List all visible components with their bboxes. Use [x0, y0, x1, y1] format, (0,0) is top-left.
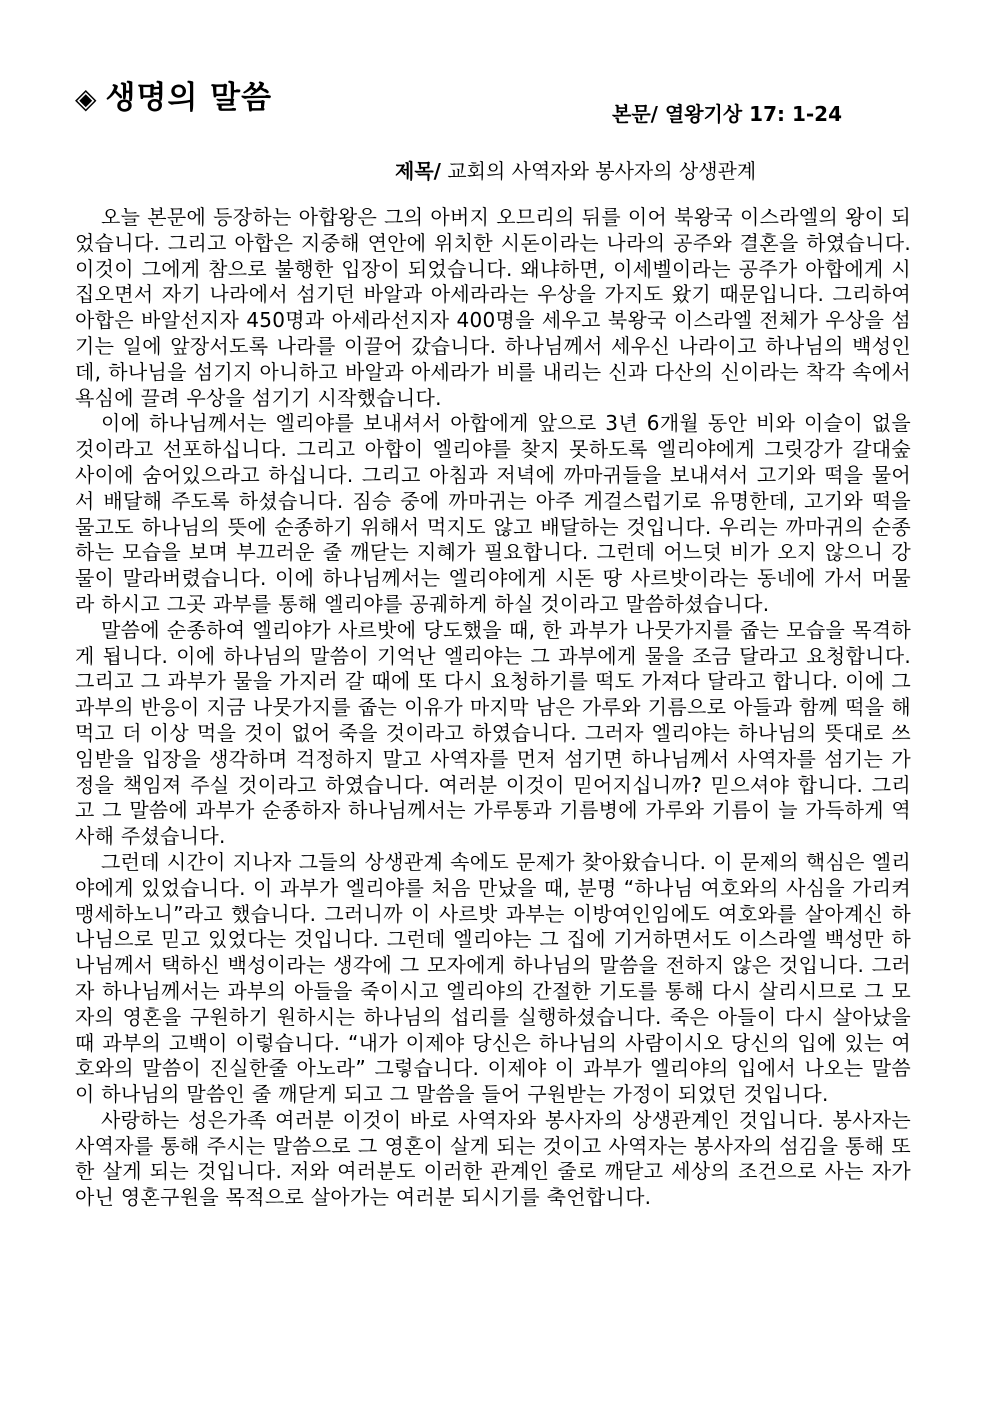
scripture-label: 본문/: [612, 102, 658, 126]
sermon-title-text: 교회의 사역자와 봉사자의 상생관계: [447, 159, 757, 183]
diamond-bullet-icon: ◈: [75, 82, 98, 115]
sermon-body: [75, 205, 911, 1211]
paragraph-1: 오늘 본문에 등장하는 아합왕은 그의 아버지 오므리의 뒤를 이어 북왕국 이스라엘의 왕이 되었습니다. 그리고 아합은 지중해 연안에 위치한 시돈이라는 나라의 공주와 결혼을 하였습니다. 이것이 그에게 참으로 불행한 입장이 되었습니다. 왜냐하면, 이세벨이라는 공주가 아합에게 시집오면서 자기 나라에서 섬기던 바알과 아세라라는 우상을 가지도 왔기 때문입니다. 그리하여 아합은 바알선지자 450명과 아세라선지자 400명을 세우고 북왕국 이스라엘 전체가 우상을 섬기는 일에 앞장서도록 나라를 이끌어 갔습니다. 하나님께서 세우신 나라이고 하나님의 백성인데, 하나님을 섬기지 아니하고 바알과 아세라가 비를 내리는 신과 다산의 신이라는 착각 속에서 욕심에 끌려 우상을 섬기기 시작했습니다.: [75, 205, 911, 410]
paragraph-4: 그런데 시간이 지나자 그들의 상생관계 속에도 문제가 찾아왔습니다. 이 문제의 핵심은 엘리야에게 있었습니다. 이 과부가 엘리야를 처음 만났을 때, 분명 “하나님 여호와의 사심을 가리켜 맹세하노니”라고 했습니다. 그러니까 이 사르밧 과부는 이방여인임에도 여호와를 살아계신 하나님으로 믿고 있었다는 것입니다. 그런데 엘리야는 그 집에 기거하면서도 이스라엘 백성만 하나님께서 택하신 백성이라는 생각에 그 모자에게 하나님의 말씀을 전하지 않은 것입니다. 그러자 하나님께서는 과부의 아들을 죽이시고 엘리야의 간절한 기도를 통해 다시 살리시므로 그 모자의 영혼을 구원하기 원하시는 하나님의 섭리를 실행하셨습니다. 죽은 아들이 다시 살아났을 때 과부의 고백이 이렇습니다. “내가 이제야 당신은 하나님의 사람이시오 당신의 입에 있는 여호와의 말씀이 진실한줄 아노라” 그렇습니다. 이제야 이 과부가 엘리야의 입에서 나오는 말씀이 하나님의 말씀인 줄 깨닫게 되고 그 말씀을 들어 구원받는 가정이 되었던 것입니다.: [75, 849, 911, 1107]
scripture-reference: [612, 98, 842, 127]
scripture-ref-text: 열왕기상 17: 1-24: [664, 102, 843, 126]
paragraph-5: 사랑하는 성은가족 여러분 이것이 바로 사역자와 봉사자의 상생관계인 것입니다. 봉사자는 사역자를 통해 주시는 말씀으로 그 영혼이 살게 되는 것이고 사역자는 봉사자의 섬김을 통해 또한 살게 되는 것입니다. 저와 여러분도 이러한 관계인 줄로 깨닫고 세상의 조건으로 사는 자가 아닌 영혼구원을 목적으로 살아가는 여러분 되시기를 축언합니다.: [75, 1107, 911, 1210]
sermon-title: [395, 155, 756, 184]
paragraph-2: 이에 하나님께서는 엘리야를 보내셔서 아합에게 앞으로 3년 6개월 동안 비와 이슬이 없을 것이라고 선포하십니다. 그리고 아합이 엘리야를 찾지 못하도록 엘리야에게 그릿강가 갈대숲 사이에 숨어있으라고 하십니다. 그리고 아침과 저녁에 까마귀들을 보내셔서 고기와 떡을 물어서 배달해 주도록 하셨습니다. 짐승 중에 까마귀는 아주 게걸스럽기로 유명한데, 고기와 떡을 물고도 하나님의 뜻에 순종하기 위해서 먹지도 않고 배달하는 것입니다. 우리는 까마귀의 순종하는 모습을 보며 부끄러운 줄 깨닫는 지혜가 필요합니다. 그런데 어느덧 비가 오지 않으니 강물이 말라버렸습니다. 이에 하나님께서는 엘리야에게 시돈 땅 사르밧이라는 동네에 가서 머물라 하시고 그곳 과부를 통해 엘리야를 공궤하게 하실 것이라고 말씀하셨습니다.: [75, 411, 911, 616]
section-heading: [75, 72, 272, 117]
section-heading-text: 생명의 말씀: [105, 80, 273, 116]
sermon-title-label: 제목/: [395, 159, 441, 183]
paragraph-3: 말씀에 순종하여 엘리야가 사르밧에 당도했을 때, 한 과부가 나뭇가지를 줍는 모습을 목격하게 됩니다. 이에 하나님의 말씀이 기억난 엘리야는 그 과부에게 물을 조금 달라고 요청합니다. 그리고 그 과부가 물을 가지러 갈 때에 또 다시 요청하기를 떡도 가져다 달라고 합니다. 이에 그 과부의 반응이 지금 나뭇가지를 줍는 이유가 마지막 남은 가루와 기름으로 아들과 함께 떡을 해 먹고 더 이상 먹을 것이 없어 죽을 것이라고 하였습니다. 그러자 엘리야는 하나님의 뜻대로 쓰임받을 입장을 생각하며 걱정하지 말고 사역자를 먼저 섬기면 하나님께서 사역자를 섬기는 가정을 책임져 주실 것이라고 하였습니다. 여러분 이것이 믿어지십니까? 믿으셔야 합니다. 그리고 그 말씀에 과부가 순종하자 하나님께서는 가루통과 기름병에 가루와 기름이 늘 가득하게 역사해 주셨습니다.: [75, 617, 911, 849]
